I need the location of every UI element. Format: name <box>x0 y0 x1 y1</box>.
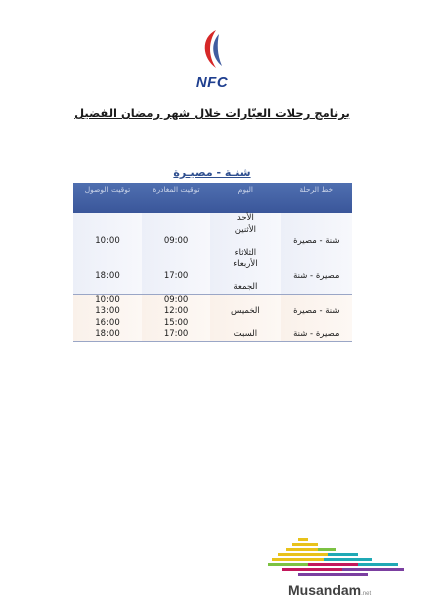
route-cell: مصيرة - شنة <box>281 329 352 341</box>
table-row <box>73 213 352 225</box>
route-cell <box>281 225 352 237</box>
table-row <box>73 225 352 237</box>
table-row <box>73 259 352 271</box>
header-arrival: توقيت الوصول <box>73 183 142 213</box>
musandam-brand: Musandam <box>288 582 362 598</box>
musandam-suffix: .net <box>361 591 372 597</box>
header-route: خط الرحلة <box>281 183 352 213</box>
day-cell: الثلاثاء <box>210 248 280 260</box>
departure-cell: 12:00 <box>142 306 210 318</box>
day-cell <box>210 236 280 248</box>
arrival-cell <box>73 282 142 294</box>
day-cell <box>210 271 280 283</box>
arrival-cell <box>73 213 142 225</box>
table-row <box>73 294 352 306</box>
day-cell: الأربعاء <box>210 259 280 271</box>
header-day: اليوم <box>210 183 280 213</box>
nfc-swoosh-icon <box>186 28 238 74</box>
table-row <box>73 318 352 330</box>
departure-cell: 17:00 <box>142 271 210 283</box>
route-cell <box>281 294 352 306</box>
table-row <box>73 282 352 294</box>
departure-cell: 15:00 <box>142 318 210 330</box>
departure-cell <box>142 213 210 225</box>
departure-cell: 09:00 <box>142 236 210 248</box>
arrival-cell: 18:00 <box>73 329 142 341</box>
day-cell: الخميس <box>210 306 280 318</box>
arrival-cell <box>73 225 142 237</box>
arrival-cell: 10:00 <box>73 236 142 248</box>
departure-cell <box>142 248 210 260</box>
musandam-stripes-icon <box>268 534 412 580</box>
departure-cell: 09:00 <box>142 294 210 306</box>
arrival-cell: 18:00 <box>73 271 142 283</box>
ferry-schedule-table <box>73 183 352 342</box>
arrival-cell <box>73 259 142 271</box>
day-cell: السبت <box>210 329 280 341</box>
route-cell: مصيرة - شنة <box>281 271 352 283</box>
table-header-row <box>73 183 352 213</box>
day-cell: الأثنين <box>210 225 280 237</box>
arrival-cell: 16:00 <box>73 318 142 330</box>
day-cell <box>210 318 280 330</box>
nfc-logo-text: NFC <box>195 74 229 91</box>
route-cell <box>281 282 352 294</box>
route-cell: شنة - مصيرة <box>281 236 352 248</box>
departure-cell <box>142 282 210 294</box>
table-row <box>73 271 352 283</box>
header-departure: توقيت المغادرة <box>142 183 210 213</box>
day-cell <box>210 294 280 306</box>
nfc-logo <box>186 28 238 98</box>
route-cell <box>281 213 352 225</box>
departure-cell <box>142 225 210 237</box>
table-row <box>73 329 352 341</box>
departure-cell <box>142 259 210 271</box>
departure-cell: 17:00 <box>142 329 210 341</box>
table-row <box>73 236 352 248</box>
arrival-cell: 13:00 <box>73 306 142 318</box>
day-cell: الجمعة <box>210 282 280 294</box>
arrival-cell <box>73 248 142 260</box>
route-title: شنـة - مصيـرة <box>173 166 251 179</box>
arrival-cell: 10:00 <box>73 294 142 306</box>
table-row <box>73 306 352 318</box>
musandam-logo-text <box>288 582 371 598</box>
route-cell <box>281 259 352 271</box>
route-cell <box>281 248 352 260</box>
table-row <box>73 248 352 260</box>
route-cell: شنة - مصيرة <box>281 306 352 318</box>
day-cell: الأحد <box>210 213 280 225</box>
page-title: برنامج رحلات العبّارات خلال شهر رمضان الفضيل <box>74 106 350 120</box>
route-cell <box>281 318 352 330</box>
